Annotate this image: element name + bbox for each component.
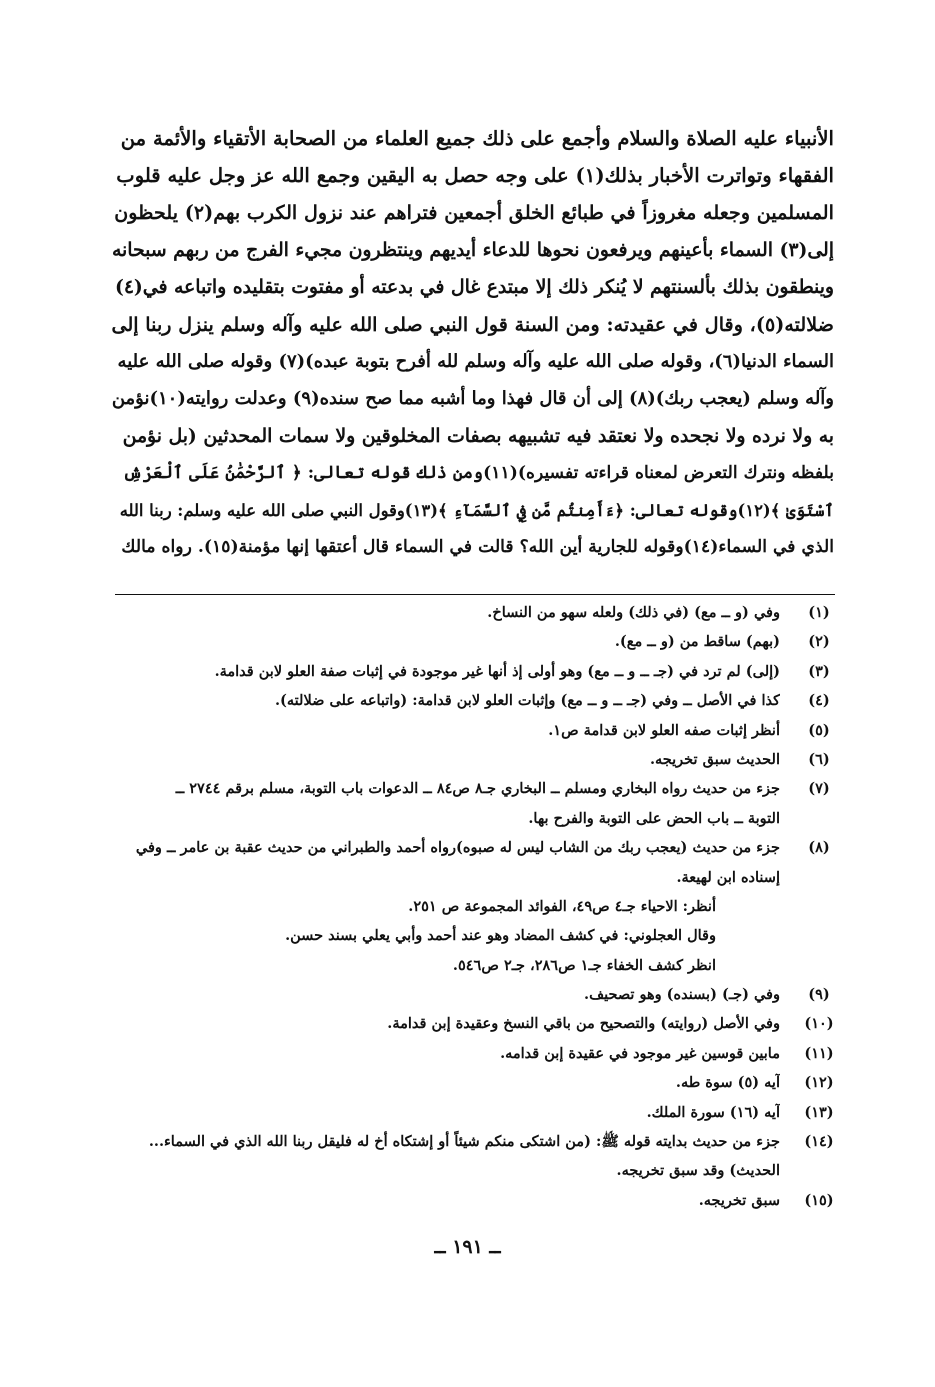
body-line: وآله وسلم (يعجب ربك)(٨) إلى أن قال فهذا وما أشبه مما صح سنده(٩) وعدلت روايته(١٠)نؤمن <box>111 388 834 410</box>
body-line: إلى(٣) السماء بأعينهم ويرفعون نحوها للدعاء أيديهم وينتظرون مجيء الفرج من ربهم سبحانه <box>111 238 834 261</box>
footnote <box>110 1009 836 1038</box>
footnote-number: (٢) <box>808 633 830 651</box>
footnote-number: (٦) <box>808 750 830 768</box>
footnote <box>110 833 836 862</box>
footnote <box>110 598 836 627</box>
footnote-text: أنظر إثبات صفه العلو لابن قدامة ص١. <box>548 721 780 739</box>
body-line: الفقهاء وتواترت الأخبار بذلك(١) على وجه حصل به اليقين وجمع الله عز وجل عليه قلوب <box>116 164 834 188</box>
footnote-text: كذا في الأصل ــ وفي (جـ ــ و ــ مع) وإثبات العلو لابن قدامة: (واتباعه على ضلالته). <box>274 692 780 710</box>
footnote-text: سبق تخريجه. <box>698 1191 780 1209</box>
footnote-number: (١٢) <box>804 1074 834 1092</box>
footnote-number: (٣) <box>808 662 830 680</box>
footnote <box>110 1039 836 1068</box>
footnote-text: جزء من حديث (يعجب ربك من الشاب ليس له صبوه)رواه أحمد والطبراني من حديث عقبة بن عامر ــ وفي <box>135 839 780 857</box>
footnote-text: جزء من حديث بدايته قوله ﷺ: (من اشتكى منكم شيئاً أو إشتكاه أخ له فليقل ربنا الله الذي في السماء... <box>148 1133 780 1151</box>
footnote-number: (١٠) <box>804 1015 834 1033</box>
footnote-separator <box>115 594 835 595</box>
footnote-text: وفي (و ــ مع) (في ذلك) ولعله سهو من النساخ. <box>487 604 780 621</box>
footnote <box>110 627 836 656</box>
body-line: السماء الدنيا(٦)، وقوله صلى الله عليه وآله وسلم لله أفرح بتوبة عبده)(٧) وقوله صلى الله عليه <box>117 351 834 373</box>
footnote-text: جزء من حديث رواه البخاري ومسلم ــ البخاري جـ٨ ص٨٤ ــ الدعوات باب التوبة، مسلم برقم ٢٧٤٤ ــ <box>175 780 780 798</box>
main-text <box>110 120 834 566</box>
footnote <box>110 863 836 892</box>
body-line: الذي في السماء(١٤)وقوله للجارية أين الله؟ قالت في السماء قال أعتقها إنها مؤمنة(١٥). رواه مالك <box>121 537 834 558</box>
footnote-text: إسناده ابن لهيعة. <box>676 868 780 886</box>
footnote-text: انظر كشف الخفاء جـ١ ص٢٨٦، جـ٢ ص٥٤٦. <box>452 956 716 974</box>
footnote <box>110 1068 836 1097</box>
footnote-text: أنظر: الاحياء جـ٤ ص٤٩، الفوائد المجموعة ص ٢٥١. <box>408 897 716 915</box>
footnote <box>110 951 836 980</box>
footnote-number: (٤) <box>808 692 830 710</box>
footnote <box>110 892 836 921</box>
body-line: به ولا نرده ولا نجحده ولا نعتقد فيه تشبيهه بصفات المخلوقين ولا سمات المحدثين (بل نؤمن <box>122 424 834 447</box>
footnote-text: آيه (١٦) سورة الملك. <box>646 1103 780 1121</box>
footnote <box>110 686 836 715</box>
footnote-text: الحديث سبق تخريجه. <box>649 750 780 768</box>
footnote <box>110 1127 836 1156</box>
page-number: ــ ١٩١ ــ <box>434 1236 501 1258</box>
footnote <box>110 1098 836 1127</box>
footnote-number: (١١) <box>804 1044 834 1062</box>
footnote-text: آيه (٥) سوة طه. <box>675 1074 780 1092</box>
footnote-text: وقال العجلوني: في كشف المضاد وهو عند أحمد وأبي يعلي بسند حسن. <box>285 927 716 945</box>
footnote <box>110 716 836 745</box>
footnote-number: (٩) <box>808 986 830 1004</box>
footnote <box>110 745 836 774</box>
body-line: المسلمين وجعله مغروزاً في طبائع الخلق أجمعين فتراهم عند نزول الكرب بهم(٢) يلحظون <box>114 201 834 225</box>
body-line: الأنبياء عليه الصلاة والسلام وأجمع على ذلك جميع العلماء من الصحابة الأتقياء والأئمة من <box>120 127 834 150</box>
footnote-number: (٧) <box>808 780 830 798</box>
footnote-text: وفي الأصل (روايته) والتصحيح من باقي النسخ وعقيدة إبن قدامة. <box>387 1015 780 1033</box>
footnote <box>110 980 836 1009</box>
footnote <box>110 774 836 803</box>
footnote-text: (بهم) ساقط من (و ــ مع). <box>614 633 780 651</box>
footnote-number: (١٤) <box>804 1133 834 1151</box>
footnote-number: (١) <box>808 604 830 621</box>
footnote-number: (٨) <box>808 839 830 857</box>
footnote-number: (٥) <box>808 721 830 739</box>
footnote <box>110 1156 836 1185</box>
footnote-text: (إلى) لم ترد في (جـ ــ و ــ مع) وهو أولى إذ أنها غير موجودة في إثبات صفة العلو لابن قدامة. <box>214 662 780 680</box>
footnote-text: التوبة ــ باب الحض على التوبة والفرح بها. <box>528 809 780 827</box>
footnote <box>110 804 836 833</box>
footnote-text: وفي (جـ) (بسنده) وهو تصحيف. <box>584 986 780 1004</box>
footnote <box>110 657 836 686</box>
footnote-text: الحديث) وقد سبق تخريجه. <box>616 1162 780 1180</box>
footnote <box>110 1186 836 1215</box>
footnote-number: (١٥) <box>804 1191 834 1209</box>
body-line: ٱسْتَوَىٰ ﴾(١٢)وقوله تعالى: ﴿ءَأَمِنتُم مَّن فِي ٱلسَّمَآءِ ﴾(١٣)وقول النبي صلى الله عليه وسلم: ربنا الله <box>119 500 834 520</box>
footnotes <box>110 598 836 1215</box>
body-line: بلفظه ونترك التعرض لمعناه قراءته تفسيره)(١١)ومن ذلك قوله تعالى: ﴿ ٱلرَّحْمَٰنُ عَلَى ٱلْعَرْشِ <box>122 462 834 483</box>
body-line: وينطقون بذلك بألسنتهم لا يُنكر ذلك إلا مبتدع غال في بدعته أو مفتوت بتقليده واتباعه في(٤) <box>114 275 834 298</box>
footnote-text: مابين قوسين غير موجود في عقيدة إبن قدامه. <box>500 1044 780 1062</box>
footnote <box>110 921 836 950</box>
footnote-number: (١٣) <box>804 1103 834 1121</box>
body-line: ضلالته(٥)، وقال في عقيدته: ومن السنة قول النبي صلى الله عليه وآله وسلم ينزل ربنا إلى <box>111 312 834 336</box>
